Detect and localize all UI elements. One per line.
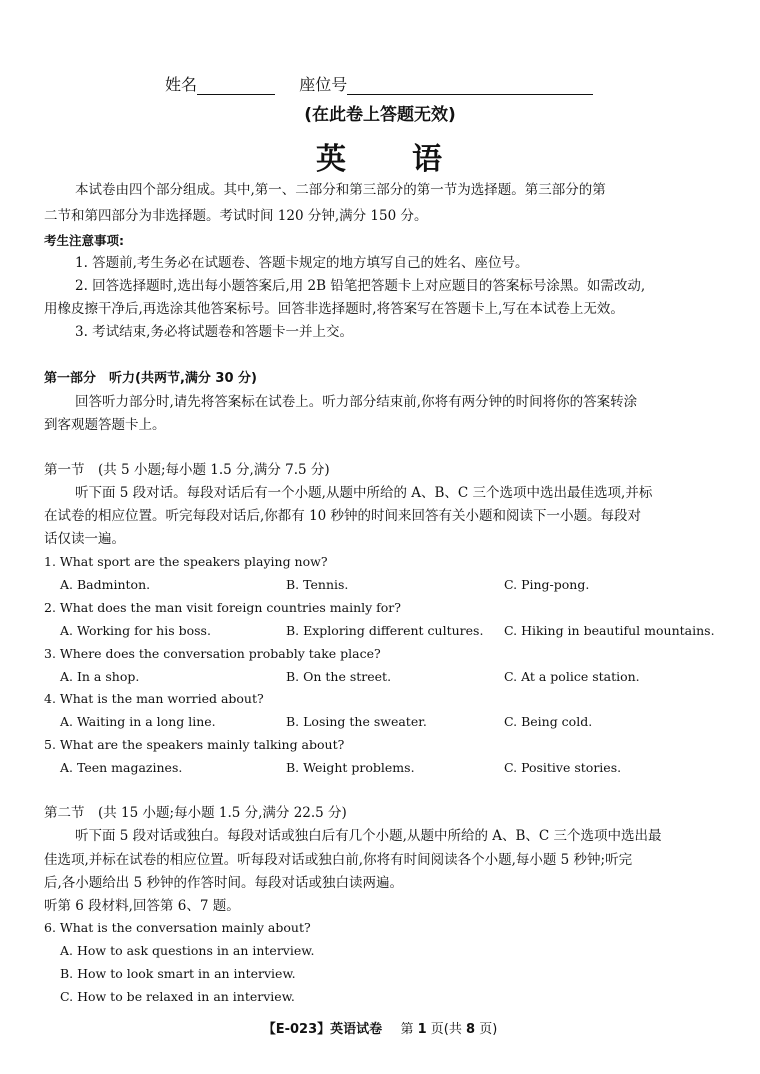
section2-heading: 第二节 (共 15 小题;每小题 1.5 分,满分 22.5 分): [44, 805, 347, 821]
page-total: 8: [466, 1022, 476, 1037]
section1-desc-1: 听下面 5 段对话。每段对话后有一个小题,从题中所给的 A、B、C 三个选项中选出最佳选项,并标: [75, 485, 653, 501]
page-number: 1: [417, 1022, 427, 1037]
question-5: 5. What are the speakers mainly talking about?: [44, 737, 345, 752]
section2-desc-3: 后,各小题给出 5 秒钟的作答时间。每段对话或独白读两遍。: [44, 875, 403, 891]
section1-desc-2: 在试卷的相应位置。听完每段对话后,你都有 10 秒钟的时间来回答有关小题和阅读下一小题。每段对: [44, 508, 642, 524]
note-2b: 用橡皮擦干净后,再选涂其他答案标号。回答非选择题时,将答案写在答题卡上,写在本试卷上无效。: [44, 301, 624, 317]
seat-label: 座位号: [299, 75, 348, 94]
q2-option-a: A. Working for his boss.: [60, 623, 211, 638]
question-3: 3. Where does the conversation probably take place?: [44, 646, 381, 661]
notice: (在此卷上答题无效): [304, 105, 456, 125]
part1-desc-1: 回答听力部分时,请先将答案标在试卷上。听力部分结束前,你将有两分钟的时间将你的答案转涂: [75, 394, 638, 410]
section1-heading: 第一节 (共 5 小题;每小题 1.5 分,满分 7.5 分): [44, 462, 330, 478]
page-mid: 页(共: [430, 1022, 462, 1037]
intro-line-2: 二节和第四部分为非选择题。考试时间 120 分钟,满分 150 分。: [44, 208, 428, 224]
page-prefix: 第: [400, 1022, 414, 1037]
q5-option-c: C. Positive stories.: [504, 760, 622, 775]
exam-code: 【E-023】英语试卷: [262, 1022, 383, 1037]
page-footer: [0, 1018, 760, 1037]
q4-option-c: C. Being cold.: [504, 714, 593, 729]
q6-option-b: B. How to look smart in an interview.: [60, 966, 296, 981]
notes-heading: 考生注意事项:: [44, 233, 124, 248]
q1-option-c: C. Ping-pong.: [504, 577, 590, 592]
name-blank: [197, 80, 275, 95]
section2-desc-2: 佳选项,并标在试卷的相应位置。听每段对话或独白前,你将有时间阅读各个小题,每小题 5 秒钟;听完: [44, 852, 633, 868]
page-title: 英 语: [316, 142, 444, 177]
q5-option-a: A. Teen magazines.: [60, 760, 183, 775]
question-6: 6. What is the conversation mainly about?: [44, 920, 311, 935]
q2-option-b: B. Exploring different cultures.: [286, 623, 484, 638]
question-1: 1. What sport are the speakers playing now?: [44, 554, 328, 569]
seat-blank: [347, 80, 593, 95]
q6-option-c: C. How to be relaxed in an interview.: [60, 989, 295, 1004]
q1-option-a: A. Badminton.: [60, 577, 151, 592]
question-4: 4. What is the man worried about?: [44, 691, 264, 706]
section2-desc-1: 听下面 5 段对话或独白。每段对话或独白后有几个小题,从题中所给的 A、B、C 三个选项中选出最: [75, 828, 662, 844]
q2-option-c: C. Hiking in beautiful mountains.: [504, 623, 715, 638]
note-1: 1. 答题前,考生务必在试题卷、答题卡规定的地方填写自己的姓名、座位号。: [75, 255, 529, 271]
intro-line-1: 本试卷由四个部分组成。其中,第一、二部分和第三部分的第一节为选择题。第三部分的第: [75, 182, 606, 198]
q3-option-a: A. In a shop.: [60, 669, 140, 684]
material-instruction: 听第 6 段材料,回答第 6、7 题。: [44, 898, 240, 914]
q6-option-a: A. How to ask questions in an interview.: [60, 943, 315, 958]
question-2: 2. What does the man visit foreign countries mainly for?: [44, 600, 401, 615]
part1-desc-2: 到客观题答题卡上。: [44, 417, 166, 433]
q3-option-c: C. At a police station.: [504, 669, 640, 684]
note-2a: 2. 回答选择题时,选出每小题答案后,用 2B 铅笔把答题卡上对应题目的答案标号涂黑。如需改动,: [75, 278, 646, 294]
name-label: 姓名: [165, 75, 198, 94]
q4-option-a: A. Waiting in a long line.: [60, 714, 216, 729]
part1-heading: 第一部分 听力(共两节,满分 30 分): [44, 371, 257, 386]
page-suffix: 页): [479, 1022, 498, 1037]
q4-option-b: B. Losing the sweater.: [286, 714, 427, 729]
q1-option-b: B. Tennis.: [286, 577, 349, 592]
note-3: 3. 考试结束,务必将试题卷和答题卡一并上交。: [75, 324, 353, 340]
section1-desc-3: 话仅读一遍。: [44, 531, 125, 547]
q3-option-b: B. On the street.: [286, 669, 392, 684]
name-field: [165, 72, 593, 95]
q5-option-b: B. Weight problems.: [286, 760, 415, 775]
